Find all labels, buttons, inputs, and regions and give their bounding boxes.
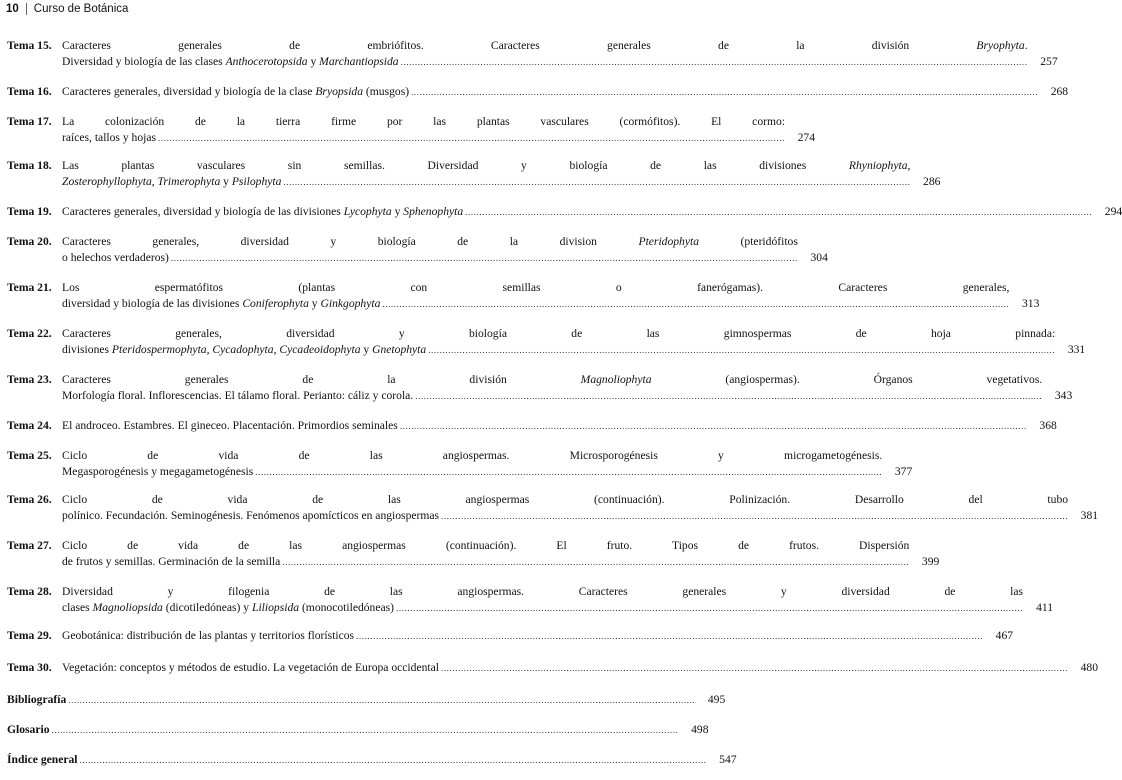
toc-entry-page: 274 xyxy=(797,131,816,144)
running-header xyxy=(6,3,128,15)
dot-leader: ............................................................................................................................................................................................................................ xyxy=(411,87,1039,97)
dot-leader: ............................................................................................................................................................................................................................ xyxy=(79,755,707,765)
dot-leader: ............................................................................................................................................................................................................................ xyxy=(282,557,910,567)
dot-leader: ............................................................................................................................................................................................................................ xyxy=(283,177,911,187)
toc-entry-label: Tema 29. xyxy=(7,629,52,642)
toc-backmatter-page: 547 xyxy=(719,753,737,766)
toc-entry-label: Tema 17. xyxy=(7,115,52,128)
dot-leader: ............................................................................................................................................................................................................................ xyxy=(382,299,1010,309)
toc-entry[interactable] xyxy=(7,84,1069,100)
toc-entry[interactable] xyxy=(7,538,940,570)
toc-entry-label: Tema 22. xyxy=(7,327,52,340)
toc-entry-title: Caracteres generales de embriófitos. Caracteres generales de la división Bryophyta. Diversidad y biología de las clases Anthocerotopsida y Marchantiopsida ............................................................................................................................................................................................................................ xyxy=(62,39,1028,68)
toc-entry[interactable] xyxy=(7,234,828,266)
toc-entry-page: 294 xyxy=(1104,205,1122,218)
toc-entry-page: 304 xyxy=(810,251,828,264)
toc-entry-page: 268 xyxy=(1050,85,1069,98)
toc-entry[interactable] xyxy=(7,584,1054,616)
toc-entry-label: Tema 24. xyxy=(7,419,52,432)
toc-entry-label: Tema 20. xyxy=(7,235,52,248)
dot-leader: ............................................................................................................................................................................................................................ xyxy=(428,345,1056,355)
toc-entry-title: Caracteres generales, diversidad y biología de la division Pteridophyta (pteridófitos o helechos verdaderos) ............................................................................................................................................................................................................................ xyxy=(62,235,798,264)
toc-backmatter-entry[interactable] xyxy=(7,752,737,768)
toc-entry[interactable] xyxy=(7,448,913,480)
toc-entry-title: Diversidad y filogenia de las angiospermas. Caracteres generales y diversidad de las clases Magnoliopsida (dicotiledóneas) y Liliopsida (monocotiledóneas) ............................................................................................................................................................................................................................ xyxy=(62,585,1024,614)
toc-entry-title: Ciclo de vida de las angiospermas (continuación). Polinización. Desarrollo del tubo polínico. Fecundación. Seminogénesis. Fenómenos apomícticos en angiospermas ............................................................................................................................................................................................................................ xyxy=(62,493,1069,522)
toc-entry[interactable] xyxy=(7,326,1086,358)
toc-entry[interactable] xyxy=(7,158,941,190)
toc-entry-title: Vegetación: conceptos y métodos de estudio. La vegetación de Europa occidental ............................................................................................................................................................................................................................ xyxy=(62,661,1068,674)
toc-backmatter-entry[interactable] xyxy=(7,692,726,708)
dot-leader: ............................................................................................................................................................................................................................ xyxy=(400,57,1028,67)
toc-entry[interactable] xyxy=(7,114,816,146)
toc-entry-title: Ciclo de vida de las angiospermas (continuación). El fruto. Tipos de frutos. Dispersión de frutos y semillas. Germinación de la semilla ............................................................................................................................................................................................................................ xyxy=(62,539,910,568)
toc-entry-page: 467 xyxy=(995,629,1014,642)
toc-entry[interactable] xyxy=(7,372,1073,404)
toc-backmatter-label: Bibliografía xyxy=(7,693,67,706)
dot-leader: ............................................................................................................................................................................................................................ xyxy=(465,207,1093,217)
toc-entry-label: Tema 25. xyxy=(7,449,52,462)
toc-backmatter-label: Glosario xyxy=(7,723,50,736)
toc-entry-title: La colonización de la tierra firme por las plantas vasculares (cormófitos). El cormo: raíces, tallos y hojas ............................................................................................................................................................................................................................ xyxy=(62,115,786,144)
table-of-contents xyxy=(7,38,1122,768)
dot-leader: ............................................................................................................................................................................................................................ xyxy=(158,133,786,143)
dot-leader: ............................................................................................................................................................................................................................ xyxy=(415,391,1043,401)
toc-entry-page: 411 xyxy=(1036,601,1054,614)
toc-backmatter-page: 495 xyxy=(707,693,726,706)
toc-backmatter-page: 498 xyxy=(691,723,709,736)
toc-entry-page: 343 xyxy=(1054,389,1073,402)
toc-entry-label: Tema 15. xyxy=(7,39,52,52)
toc-entry-label: Tema 28. xyxy=(7,585,52,598)
toc-entry-page: 377 xyxy=(894,465,913,478)
toc-entry[interactable] xyxy=(7,492,1099,524)
toc-entry-page: 331 xyxy=(1067,343,1086,356)
toc-entry-page: 313 xyxy=(1021,297,1040,310)
toc-entry[interactable] xyxy=(7,660,1098,676)
toc-entry-title: Ciclo de vida de las angiospermas. Microsporogénesis y microgametogénesis. Megasporogénesis y megagametogénesis ............................................................................................................................................................................................................................ xyxy=(62,449,883,478)
dot-leader: ............................................................................................................................................................................................................................ xyxy=(399,421,1027,431)
header-divider xyxy=(26,3,27,15)
toc-entry-title: El androceo. Estambres. El gineceo. Placentación. Primordios seminales ............................................................................................................................................................................................................................ xyxy=(62,419,1027,432)
dot-leader: ............................................................................................................................................................................................................................ xyxy=(170,253,798,263)
dot-leader: ............................................................................................................................................................................................................................ xyxy=(255,467,883,477)
toc-entry-label: Tema 26. xyxy=(7,493,52,506)
toc-entry-label: Tema 27. xyxy=(7,539,52,552)
dot-leader: ............................................................................................................................................................................................................................ xyxy=(441,511,1069,521)
toc-entry-title: Los espermatófitos (plantas con semillas o fanerógamas). Caracteres generales, diversidad y biología de las divisiones Coniferophyta y Ginkgophyta ............................................................................................................................................................................................................................ xyxy=(62,281,1010,310)
toc-entry-page: 399 xyxy=(921,555,940,568)
toc-entry[interactable] xyxy=(7,418,1057,434)
toc-entry-label: Tema 21. xyxy=(7,281,52,294)
toc-entry-label: Tema 18. xyxy=(7,159,52,172)
toc-entry-label: Tema 16. xyxy=(7,85,52,98)
toc-entry-title: Caracteres generales, diversidad y biología de las gimnospermas de hoja pinnada: divisiones Pteridospermophyta, Cycadophyta, Cycadeoidophyta y Gnetophyta ............................................................................................................................................................................................................................ xyxy=(62,327,1056,356)
toc-entry-page: 257 xyxy=(1040,55,1058,68)
dot-leader: ............................................................................................................................................................................................................................ xyxy=(440,663,1068,673)
toc-entry[interactable] xyxy=(7,280,1040,312)
toc-entry-title: Geobotánica: distribución de las plantas y territorios florísticos ............................................................................................................................................................................................................................ xyxy=(62,629,984,642)
header-book-title: Curso de Botánica xyxy=(33,3,129,15)
toc-entry-title: Caracteres generales, diversidad y biología de las divisiones Lycophyta y Sphenophyta ............................................................................................................................................................................................................................ xyxy=(62,205,1093,218)
toc-entry-page: 381 xyxy=(1080,509,1099,522)
toc-entry-page: 368 xyxy=(1039,419,1057,432)
dot-leader: ............................................................................................................................................................................................................................ xyxy=(68,695,696,705)
toc-entry-title: Caracteres generales de la división Magnoliophyta (angiospermas). Órganos vegetativos. Morfología floral. Inflorescencias. El tálamo floral. Perianto: cáliz y corola. ............................................................................................................................................................................................................................ xyxy=(62,373,1043,402)
toc-entry-label: Tema 23. xyxy=(7,373,52,386)
toc-entry-page: 286 xyxy=(923,175,941,188)
toc-backmatter-label: Índice general xyxy=(7,753,78,766)
toc-backmatter-entry[interactable] xyxy=(7,722,709,738)
toc-entry-page: 480 xyxy=(1080,661,1098,674)
dot-leader: ............................................................................................................................................................................................................................ xyxy=(51,725,679,735)
toc-entry-label: Tema 30. xyxy=(7,661,52,674)
toc-entry-label: Tema 19. xyxy=(7,205,52,218)
toc-entry[interactable] xyxy=(7,38,1058,70)
toc-entry-title: Las plantas vasculares sin semillas. Diversidad y biología de las divisiones Rhyniophyta, Zosterophyllophyta, Trimerophyta y Psilophyta ............................................................................................................................................................................................................................ xyxy=(62,159,911,188)
toc-entry[interactable] xyxy=(7,204,1122,220)
dot-leader: ............................................................................................................................................................................................................................ xyxy=(396,603,1024,613)
dot-leader: ............................................................................................................................................................................................................................ xyxy=(356,631,984,641)
toc-entry[interactable] xyxy=(7,628,1014,644)
header-page-number: 10 xyxy=(6,3,19,15)
toc-entry-title: Caracteres generales, diversidad y biología de la clase Bryopsida (musgos) ............................................................................................................................................................................................................................ xyxy=(62,85,1039,98)
